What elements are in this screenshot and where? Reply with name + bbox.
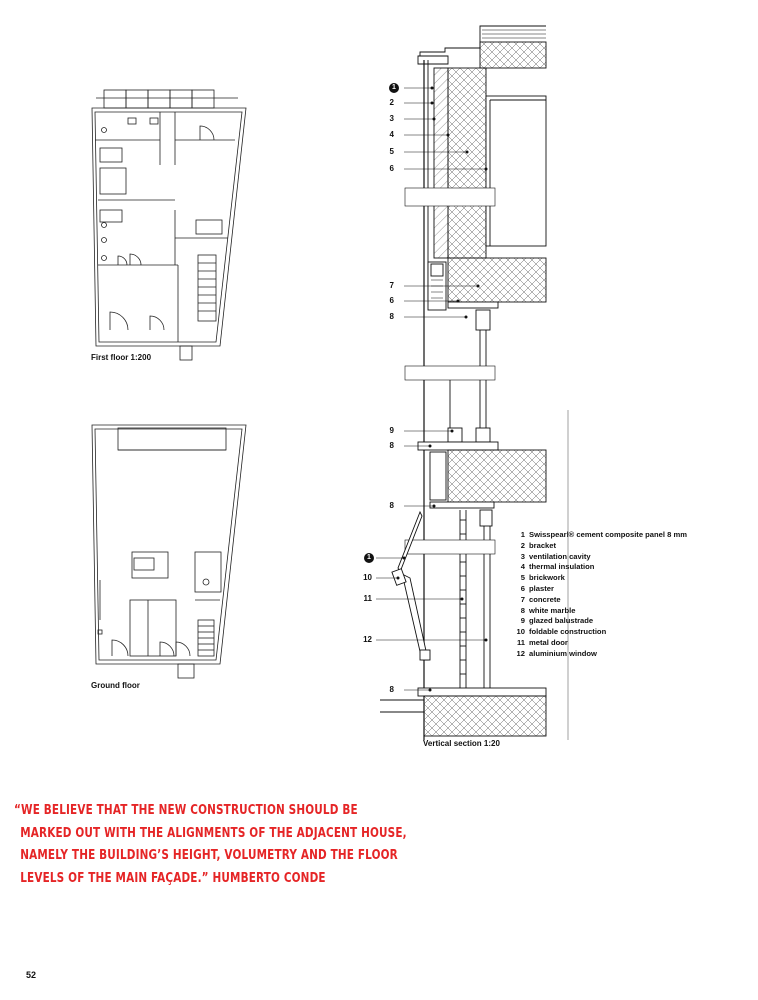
legend-item: 2 bracket: [520, 540, 557, 550]
callout-3: 3: [389, 114, 394, 123]
callout-7: 7: [389, 281, 394, 290]
callout-1-lower: 1: [364, 553, 374, 563]
callout-12: 12: [363, 635, 372, 644]
callout-2: 2: [389, 98, 394, 107]
legend-item: 6 plaster: [520, 583, 554, 593]
callout-6-lower: 6: [389, 296, 394, 305]
legend-item: 11 metal door: [516, 637, 568, 647]
quote-line: “WE BELIEVE THAT THE NEW CONSTRUCTION SHOULD BE: [14, 803, 358, 818]
callout-6-upper: 6: [389, 164, 394, 173]
legend-item: 4 thermal insulation: [520, 562, 595, 572]
quote-line: LEVELS OF THE MAIN FAÇADE.” HUMBERTO CONDE: [20, 870, 326, 886]
legend-item: 1 Swisspearl® cement composite panel 8 mm: [520, 530, 687, 539]
pull-quote: [14, 800, 407, 890]
legend-item: 12 aluminium window: [516, 648, 597, 658]
quote-line: NAMELY THE BUILDING’S HEIGHT, VOLUMETRY AND THE FLOOR: [20, 848, 398, 863]
callout-9: 9: [389, 426, 394, 435]
callout-8-a: 8: [389, 312, 394, 321]
first-floor-plan: [92, 90, 246, 360]
legend-item: 9 glazed balustrade: [520, 616, 594, 626]
callout-8-b: 8: [389, 441, 394, 450]
quote-line: MARKED OUT WITH THE ALIGNMENTS OF THE ADJACENT HOUSE,: [20, 825, 407, 841]
callout-1-top: 1: [389, 83, 399, 93]
callout-11: 11: [363, 594, 372, 603]
callout-10: 10: [363, 573, 372, 582]
first-floor-caption: First floor 1:200: [91, 353, 152, 362]
legend-item: 3 ventilation cavity: [520, 551, 591, 561]
legend-item: 10 foldable construction: [516, 627, 607, 637]
page-number: 52: [26, 970, 37, 980]
ground-floor-plan: [92, 425, 246, 678]
legend-item: 5 brickwork: [520, 573, 565, 583]
callout-5: 5: [389, 147, 394, 156]
section-caption: Vertical section 1:20: [423, 739, 500, 748]
ground-floor-caption: Ground floor: [91, 681, 140, 690]
callout-4: 4: [389, 130, 394, 139]
legend-item: 7 concrete: [520, 594, 561, 604]
materials-legend: [511, 530, 687, 660]
callout-8-d: 8: [389, 685, 394, 694]
legend-item: 8 white marble: [520, 605, 576, 615]
callout-8-c: 8: [389, 501, 394, 510]
